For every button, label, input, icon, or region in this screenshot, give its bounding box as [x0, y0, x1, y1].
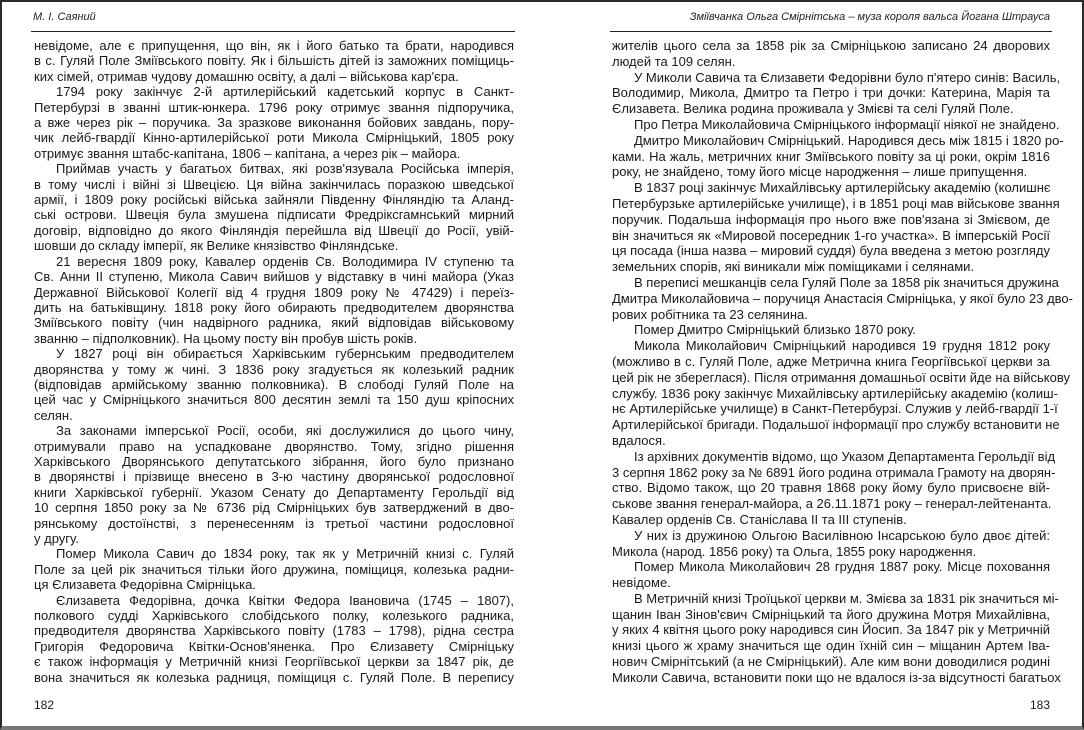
right-page [542, 0, 1082, 724]
text-line: чик лейб-гвардії Кінно-артилерійської роти Микола Смірніцький, 1805 року [34, 130, 514, 146]
text-line: Св. Анни II ступеню, Микола Савич вийшов у відставку в чині майора (Указ [34, 269, 514, 285]
text-line: року, не знайдено, тому його місце народження – лише припущення. [612, 164, 1028, 180]
page-body-text [612, 38, 1073, 686]
text-line: 3 серпня 1862 року за № 6891 його родина отримала Грамоту на дворян- [612, 464, 1056, 480]
text-line: є також інформація у Метричній книзі Георгіївської церкви за 1847 рік, де [34, 654, 514, 670]
text-line: договір, відповідно до якого Фінляндія перейшла від Швеції до Росії, увій- [34, 222, 514, 238]
text-line: Зміївського повіту (чин надвірного радника, який відповідав військовому [34, 315, 514, 331]
text-line: Дмитра Миколайовича – поручиця Анастасія Смірніцька, у якої було 23 дво- [612, 290, 1073, 306]
text-line: 21 вересня 1809 року, Кавалер орденів Св. Володимира IV ступеню та [56, 253, 514, 269]
page-body-text [34, 38, 514, 685]
text-line: в тому числі і війні зі Швецією. Ця війна закінчилась поразкою шведської [34, 176, 514, 192]
text-line: Миколи Савича, встановити поки що не вдалося із-за відсутності багатьох [612, 669, 1061, 685]
text-line: в с. Гуляй Поле Зміївського повіту. Як і більшість дітей із заможних поміщиць- [34, 53, 514, 69]
text-line: Про Петра Миколайовича Смірніцького інформації ніякої не знайдено. [634, 116, 1060, 132]
text-line: цей рік не збереглася). Після отримання домашньої освіти йде на військову [612, 369, 1070, 385]
text-line: 1794 року закінчує 2-й артилерійський кадетський корпус в Санкт- [56, 84, 514, 100]
text-line: нє Артилерійське училище) в Санкт-Петербурзі. Служив у лейб-гвардії 1-ї [612, 401, 1058, 417]
text-line: В Метричній книзі Троїцької церкви м. Змієва за 1831 рік значиться мі- [634, 590, 1059, 606]
text-line: у другу. [34, 531, 79, 546]
text-line: у яких 4 квітня цього року народився син Йосип. За 1847 рік у Метричній [612, 622, 1050, 638]
text-line: Харківського Дворянського депутатського зібрання, його було признано [34, 453, 514, 469]
text-line: невідоме, але є припущення, що він, як і його батько та брати, народився [34, 38, 514, 53]
text-line: (відповідав армійському званню полковника). В слободі Гуляй Поле на [34, 376, 514, 392]
text-line: Кавалер орденів Св. Станіслава II та III ступенів. [612, 511, 907, 527]
text-line: жителів цього села за 1858 рік за Смірніцькою записано 24 дворових [612, 38, 1050, 53]
text-line: В переписі мешканців села Гуляй Поле за 1858 рік значиться дружина [634, 274, 1059, 290]
text-line: в дворянстві і прізвище внесено в 3-ю частину дворянської родословної [34, 469, 514, 485]
text-line: Помер Микола Миколайович 28 грудня 1887 року. Місце поховання [634, 559, 1050, 575]
text-line: армії, і 1809 року російські війська зайняли Південну Фінляндію та Аланд- [34, 192, 514, 208]
text-line: Дмитро Миколайович Смірніцький. Народився десь між 1815 і 1820 ро- [634, 132, 1064, 148]
text-line: Державної Військової Колегії від 4 грудня 1809 року № 47429) і переїз- [34, 284, 514, 300]
running-header-title: Зміївчанка Ольга Смірнітська – муза короля вальса Йогана Штрауса [689, 11, 1050, 23]
text-line: невідоме. [612, 575, 671, 591]
text-line: ство. Відомо також, що 20 травня 1868 року йому було присвоєне вій- [612, 480, 1050, 496]
text-line: дворянства у тому ж чині. З 1836 року згадується як колезький радник [34, 361, 514, 377]
text-line: (можливо в с. Гуляй Поле, адже Метрична книга Георгіївської церкви за [612, 353, 1050, 369]
text-line: ські острови. Швеція була змушена підписати Фредріксгамнський мирний [34, 207, 514, 223]
text-line: рянському достоїнстві, з перенесенням із третьої частини родословної [34, 515, 514, 531]
text-line: Артилерійської бригади. Подальшої інформації про службу встановити не [612, 417, 1060, 433]
text-line: отримує звання штабс-капітана, 1806 – капітана, а через рік – майора. [34, 145, 461, 161]
text-line: ких сімей, отримав чудову домашню освіту, а далі – військова кар'єра. [34, 68, 459, 84]
header-rule [31, 31, 515, 32]
text-line: ками. На жаль, метричних книг Зміївського повіту за ці роки, окрім 1816 [612, 148, 1050, 164]
text-line: отримували право на успадковане дворянство. Тому, згідно рішення [34, 438, 514, 454]
text-line: він значиться як «Мировой посередник 1-го участка». В імперській Росії [612, 227, 1050, 243]
text-line: предводителя дворянства Харківського повіту (1783 – 1798), рідна сестра [34, 623, 514, 639]
text-line: вдалося. [612, 432, 666, 448]
text-line: щанин Іван Зінов'євич Смірніцький та його дружина Мотря Михайлівна, [612, 606, 1050, 622]
text-line: дить на батьківщину. 1818 року його обирають предводителем дворянства [34, 299, 514, 315]
text-line: полкового судді Харківського слобідського полку, колезького радника, [34, 608, 514, 624]
text-line: цей час у Смірніцького значиться 800 десятин землі та 150 душ кріпосних [34, 392, 514, 408]
text-line: Поле за цей рік значиться тільки його дружина, поміщиця, колезька радни- [34, 561, 514, 577]
text-line: Єлизавета. Велика родина проживала у Змієві та селі Гуляй Поле. [612, 101, 1014, 117]
text-line: вона значиться як колезька радниця, поміщиця с. Гуляй Поле. В перепису [34, 669, 514, 685]
text-line: Помер Дмитро Смірніцький близько 1870 року. [634, 322, 916, 338]
text-line: Із архівних документів відомо, що Указом Департамента Герольдії від [634, 448, 1056, 464]
text-line: Григорія Федоровича Квітки-Основ'яненка. Про Єлизавету Смірніцьку [34, 638, 514, 654]
text-line: шовши до складу імперії, як Велике князівство Фінляндське. [34, 238, 399, 254]
text-line: книзі цього ж храму значиться ще один їхній син – міщанин Артем Іва- [612, 638, 1050, 654]
text-line: Петербурзьке артилерійське училище), і в 1851 році мав військове звання [612, 195, 1060, 211]
text-line: а вже через рік – поручика. За зразкове виконання бойових завдань, пору- [34, 115, 514, 131]
page-number: 182 [34, 698, 55, 712]
text-line: 10 серпня 1850 року за № 6736 рід Смірніцьких був затверджений в дво- [34, 500, 514, 516]
left-page [0, 0, 541, 724]
text-line: Приймав участь у багатьох битвах, які розв'язувала Російська імперія, [56, 161, 514, 177]
text-line: ця Єлизавета Федорівна Смірніцька. [34, 577, 256, 593]
header-rule [610, 31, 1052, 32]
text-line: У 1827 році він обирається Харківським губернським предводителем [56, 346, 514, 362]
text-line: Помер Микола Савич до 1834 року, так як у Метричній книзі с. Гуляй [56, 546, 514, 562]
text-line: Петербурзі в званні штик-юнкера. 1796 року отримує звання підпоручика, [34, 99, 514, 115]
text-line: селян. [34, 407, 73, 423]
text-line: нович Смірнітський (а не Смірніцький). Але ким вони доводилися родині [612, 654, 1050, 670]
text-line: ськове звання генерал-майора, а 26.11.1871 року – генерал-лейтенанта. [612, 496, 1052, 512]
text-line: Єлизавета Федорівна, дочка Квітки Федора Івановича (1745 – 1807), [56, 592, 514, 608]
text-line: Микола Миколайович Смірніцький народився 19 грудня 1812 року [634, 338, 1050, 354]
text-line: Микола (народ. 1856 року) та Ольга, 1855 року народження. [612, 543, 977, 559]
running-header-author: М. І. Саяний [33, 11, 96, 23]
page-number: 183 [1029, 698, 1050, 712]
text-line: В 1837 році закінчує Михайлівську артилерійську академію (колишнє [634, 180, 1051, 196]
text-line: званню – підполковник). На цьому посту він пробув шість років. [34, 330, 418, 346]
text-line: У них із дружиною Ольгою Василівною Інсарською було двоє дітей: [634, 527, 1050, 543]
text-line: Володимир, Микола, Дмитро та Петро і три дочки: Катерина, Марія та [612, 85, 1050, 101]
text-line: земельних спорів, які виникали між поміщиками і селянами. [612, 259, 975, 275]
text-line: рових робітника та 23 селянина. [612, 306, 808, 322]
text-line: поручик. Подальша інформація про нього вже пов'язана зі Змієвом, де [612, 211, 1050, 227]
text-line: У Миколи Савича та Єлизавети Федорівни було п'ятеро синів: Василь, [634, 69, 1061, 85]
text-line: книги Харківської губернії. Указом Сенату до Департаменту Герольдії від [34, 484, 514, 500]
text-line: ця посада (інша назва – мировий суддя) була введена з метою розгляду [612, 243, 1050, 259]
text-line: службу. 1836 року закінчує Михайлівську артилерійську академію (колиш- [612, 385, 1058, 401]
text-line: За законами імперської Росії, особи, які дослужилися до цього чину, [56, 423, 514, 439]
text-line: людей та 109 селян. [612, 53, 736, 69]
